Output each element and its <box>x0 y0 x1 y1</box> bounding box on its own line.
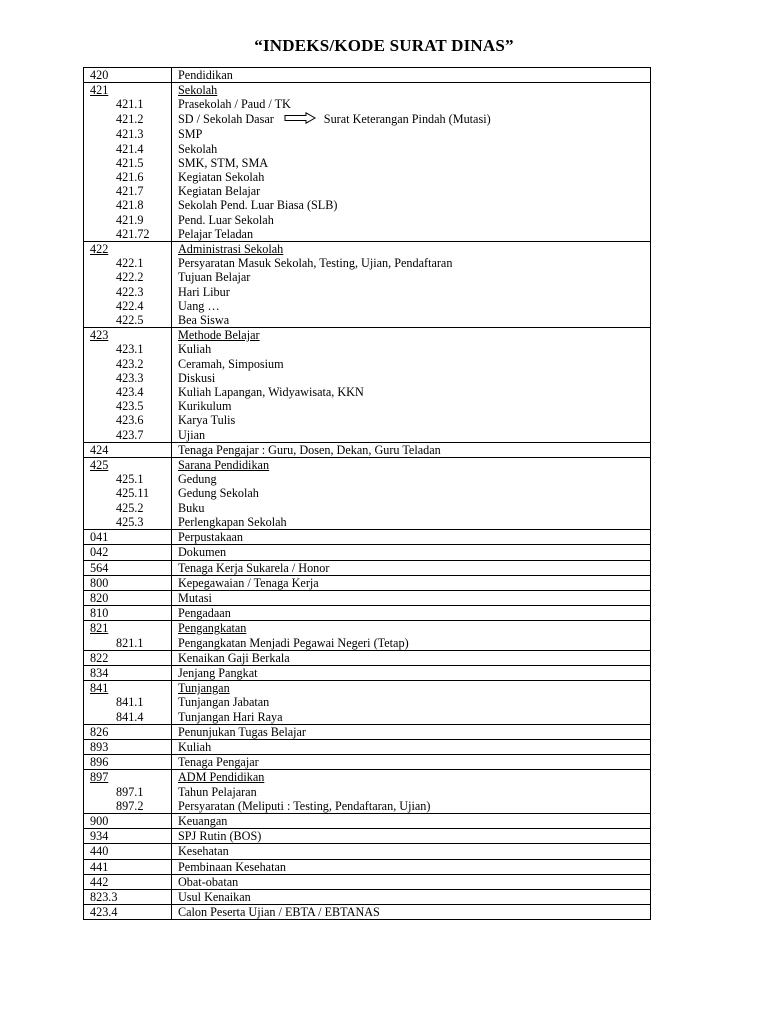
sub-row <box>84 170 651 184</box>
sub-label-cell <box>172 413 651 427</box>
sub-code: 425.11 <box>84 486 172 500</box>
sub-label-cell <box>172 399 651 413</box>
sub-code: 423.2 <box>84 357 172 371</box>
sub-row <box>84 256 651 270</box>
group-label: Pengangkatan <box>172 621 651 636</box>
sub-label: Prasekolah / Paud / TK <box>178 97 291 112</box>
group-label: Pengadaan <box>172 606 651 621</box>
group-code: 820 <box>84 590 172 605</box>
group-label: Kepegawaian / Tenaga Kerja <box>172 575 651 590</box>
group-label: Sarana Pendidikan <box>172 458 651 473</box>
group-code: 900 <box>84 813 172 828</box>
sub-label-cell <box>172 156 651 170</box>
group-code: 822 <box>84 650 172 665</box>
group-row <box>84 665 651 680</box>
sub-note: Surat Keterangan Pindah (Mutasi) <box>323 111 491 126</box>
sub-label: Ceramah, Simposium <box>178 356 284 371</box>
group-code: 564 <box>84 560 172 575</box>
sub-label: Pengangkatan Menjadi Pegawai Negeri (Tetap) <box>178 635 409 650</box>
sub-row <box>84 501 651 515</box>
sub-code: 423.1 <box>84 342 172 356</box>
group-code: 841 <box>84 681 172 696</box>
sub-label: Bea Siswa <box>178 313 230 328</box>
sub-code: 425.3 <box>84 515 172 530</box>
sub-label-cell <box>172 142 651 156</box>
sub-label-cell <box>172 198 651 212</box>
group-row <box>84 621 651 636</box>
sub-label: Kurikulum <box>178 399 232 414</box>
group-label: Jenjang Pangkat <box>172 665 651 680</box>
sub-label-cell <box>172 371 651 385</box>
sub-code: 421.6 <box>84 170 172 184</box>
sub-code: 423.6 <box>84 413 172 427</box>
right-arrow-icon <box>284 112 316 127</box>
sub-label: Persyaratan Masuk Sekolah, Testing, Ujian, Pendaftaran <box>178 256 453 271</box>
sub-label: Sekolah <box>178 141 218 156</box>
sub-label: Uang … <box>178 298 220 313</box>
sub-row <box>84 97 651 111</box>
group-row <box>84 530 651 545</box>
group-row <box>84 889 651 904</box>
sub-code: 422.5 <box>84 313 172 328</box>
index-code-table-body <box>84 68 651 920</box>
sub-label: Pend. Luar Sekolah <box>178 212 274 227</box>
sub-code: 421.8 <box>84 198 172 212</box>
sub-code: 425.1 <box>84 472 172 486</box>
sub-label: Buku <box>178 500 205 515</box>
index-code-table <box>83 67 651 920</box>
sub-label-cell <box>172 515 651 530</box>
group-code: 421 <box>84 83 172 98</box>
sub-code: 421.5 <box>84 156 172 170</box>
group-code: 834 <box>84 665 172 680</box>
sub-row <box>84 112 651 128</box>
sub-label-cell <box>172 97 651 111</box>
group-label: Kuliah <box>172 739 651 754</box>
sub-code: 841.1 <box>84 695 172 709</box>
group-label: Obat-obatan <box>172 874 651 889</box>
group-code: 425 <box>84 458 172 473</box>
group-code: 810 <box>84 606 172 621</box>
group-row <box>84 874 651 889</box>
sub-row <box>84 213 651 227</box>
group-label: SPJ Rutin (BOS) <box>172 829 651 844</box>
sub-label: Tunjangan Jabatan <box>178 695 270 710</box>
group-code: 442 <box>84 874 172 889</box>
sub-code: 425.2 <box>84 501 172 515</box>
sub-row <box>84 127 651 141</box>
group-code: 934 <box>84 829 172 844</box>
sub-label-cell <box>172 313 651 328</box>
sub-row <box>84 313 651 328</box>
sub-row <box>84 285 651 299</box>
sub-label: Perlengkapan Sekolah <box>178 514 287 529</box>
sub-code: 421.2 <box>84 112 172 128</box>
group-row <box>84 650 651 665</box>
sub-code: 422.1 <box>84 256 172 270</box>
sub-label-cell <box>172 227 651 242</box>
group-row <box>84 68 651 83</box>
group-label: Tenaga Kerja Sukarela / Honor <box>172 560 651 575</box>
sub-code: 421.3 <box>84 127 172 141</box>
sub-label-cell <box>172 127 651 141</box>
group-row <box>84 770 651 785</box>
group-label: Pembinaan Kesehatan <box>172 859 651 874</box>
sub-label: Kegiatan Sekolah <box>178 170 265 185</box>
group-code: 420 <box>84 68 172 83</box>
sub-code: 421.9 <box>84 213 172 227</box>
sub-code: 421.1 <box>84 97 172 111</box>
sub-row <box>84 799 651 814</box>
group-label: Perpustakaan <box>172 530 651 545</box>
sub-label: Kegiatan Belajar <box>178 184 261 199</box>
group-code: 441 <box>84 859 172 874</box>
group-row <box>84 844 651 859</box>
group-label: Penunjukan Tugas Belajar <box>172 724 651 739</box>
sub-row <box>84 785 651 799</box>
sub-label: SMP <box>178 127 203 142</box>
group-code: 893 <box>84 739 172 754</box>
sub-label-cell <box>172 710 651 725</box>
group-row <box>84 242 651 257</box>
document-title: “INDEKS/KODE SURAT DINAS” <box>254 36 514 55</box>
sub-row <box>84 198 651 212</box>
sub-row <box>84 156 651 170</box>
group-row <box>84 442 651 457</box>
sub-label-cell <box>172 184 651 198</box>
sub-code: 422.3 <box>84 285 172 299</box>
sub-label: Tunjangan Hari Raya <box>178 709 283 724</box>
group-label: Kesehatan <box>172 844 651 859</box>
sub-label: Tujuan Belajar <box>178 270 251 285</box>
group-row <box>84 590 651 605</box>
sub-label-cell <box>172 213 651 227</box>
sub-row <box>84 399 651 413</box>
sub-label-cell <box>172 256 651 270</box>
sub-row <box>84 515 651 530</box>
sub-code: 422.4 <box>84 299 172 313</box>
sub-row <box>84 299 651 313</box>
group-code: 800 <box>84 575 172 590</box>
group-label: ADM Pendidikan <box>172 770 651 785</box>
sub-row <box>84 413 651 427</box>
sub-label: Karya Tulis <box>178 413 236 428</box>
sub-code: 423.7 <box>84 428 172 443</box>
group-row <box>84 813 651 828</box>
sub-label-cell <box>172 799 651 814</box>
sub-row <box>84 428 651 443</box>
sub-label-cell <box>172 357 651 371</box>
sub-code: 421.7 <box>84 184 172 198</box>
group-code: 440 <box>84 844 172 859</box>
sub-label-cell <box>172 342 651 356</box>
group-label: Tenaga Pengajar <box>172 755 651 770</box>
group-row <box>84 575 651 590</box>
sub-label-cell <box>172 270 651 284</box>
sub-row <box>84 270 651 284</box>
group-code: 823.3 <box>84 889 172 904</box>
sub-code: 423.3 <box>84 371 172 385</box>
group-row <box>84 545 651 560</box>
sub-label-cell <box>172 428 651 443</box>
group-code: 897 <box>84 770 172 785</box>
group-label: Keuangan <box>172 813 651 828</box>
group-row <box>84 681 651 696</box>
sub-label: SD / Sekolah Dasar <box>178 111 274 126</box>
sub-label-cell <box>172 501 651 515</box>
sub-row <box>84 227 651 242</box>
group-label: Calon Peserta Ujian / EBTA / EBTANAS <box>172 905 651 920</box>
group-label: Tunjangan <box>172 681 651 696</box>
sub-row <box>84 472 651 486</box>
group-label: Usul Kenaikan <box>172 889 651 904</box>
sub-row <box>84 371 651 385</box>
group-row <box>84 606 651 621</box>
sub-label: Pelajar Teladan <box>178 226 254 241</box>
group-label: Mutasi <box>172 590 651 605</box>
sub-code: 421.4 <box>84 142 172 156</box>
sub-code: 821.1 <box>84 636 172 651</box>
sub-label-cell <box>172 299 651 313</box>
sub-code: 841.4 <box>84 710 172 725</box>
group-code: 041 <box>84 530 172 545</box>
group-code: 423.4 <box>84 905 172 920</box>
group-label: Tenaga Pengajar : Guru, Dosen, Dekan, Guru Teladan <box>172 442 651 457</box>
group-code: 422 <box>84 242 172 257</box>
sub-label: Persyaratan (Meliputi : Testing, Pendaftaran, Ujian) <box>178 798 431 813</box>
sub-row <box>84 142 651 156</box>
sub-label: Gedung Sekolah <box>178 486 259 501</box>
sub-label: SMK, STM, SMA <box>178 155 269 170</box>
group-code: 821 <box>84 621 172 636</box>
sub-label: Gedung <box>178 472 217 487</box>
group-code: 826 <box>84 724 172 739</box>
sub-row <box>84 695 651 709</box>
group-row <box>84 829 651 844</box>
sub-code: 897.1 <box>84 785 172 799</box>
sub-label-cell <box>172 636 651 651</box>
sub-label-cell <box>172 385 651 399</box>
group-code: 424 <box>84 442 172 457</box>
sub-label: Kuliah <box>178 342 212 357</box>
sub-label: Tahun Pelajaran <box>178 784 257 799</box>
sub-code: 421.72 <box>84 227 172 242</box>
group-row <box>84 458 651 473</box>
sub-label: Ujian <box>178 427 206 442</box>
sub-label: Diskusi <box>178 370 216 385</box>
sub-label: Hari Libur <box>178 284 230 299</box>
sub-label-cell <box>172 472 651 486</box>
group-row <box>84 859 651 874</box>
group-row <box>84 328 651 343</box>
sub-row <box>84 486 651 500</box>
sub-label-cell <box>172 285 651 299</box>
sub-label-cell <box>172 112 651 128</box>
group-row <box>84 905 651 920</box>
sub-label-cell <box>172 695 651 709</box>
group-row <box>84 739 651 754</box>
sub-code: 423.5 <box>84 399 172 413</box>
sub-row <box>84 342 651 356</box>
group-label: Sekolah <box>172 83 651 98</box>
sub-label: Kuliah Lapangan, Widyawisata, KKN <box>178 385 364 400</box>
sub-row <box>84 357 651 371</box>
sub-label-cell <box>172 785 651 799</box>
group-row <box>84 560 651 575</box>
sub-code: 897.2 <box>84 799 172 814</box>
group-row <box>84 755 651 770</box>
group-code: 042 <box>84 545 172 560</box>
sub-row <box>84 385 651 399</box>
sub-label-cell <box>172 170 651 184</box>
sub-code: 422.2 <box>84 270 172 284</box>
sub-label-cell <box>172 486 651 500</box>
sub-label: Sekolah Pend. Luar Biasa (SLB) <box>178 198 338 213</box>
sub-code: 423.4 <box>84 385 172 399</box>
group-row <box>84 83 651 98</box>
group-label: Methode Belajar <box>172 328 651 343</box>
group-row <box>84 724 651 739</box>
sub-row <box>84 636 651 651</box>
group-label: Administrasi Sekolah <box>172 242 651 257</box>
group-label: Kenaikan Gaji Berkala <box>172 650 651 665</box>
group-label: Dokumen <box>172 545 651 560</box>
sub-row <box>84 710 651 725</box>
sub-row <box>84 184 651 198</box>
group-label: Pendidikan <box>172 68 651 83</box>
group-code: 896 <box>84 755 172 770</box>
group-code: 423 <box>84 328 172 343</box>
